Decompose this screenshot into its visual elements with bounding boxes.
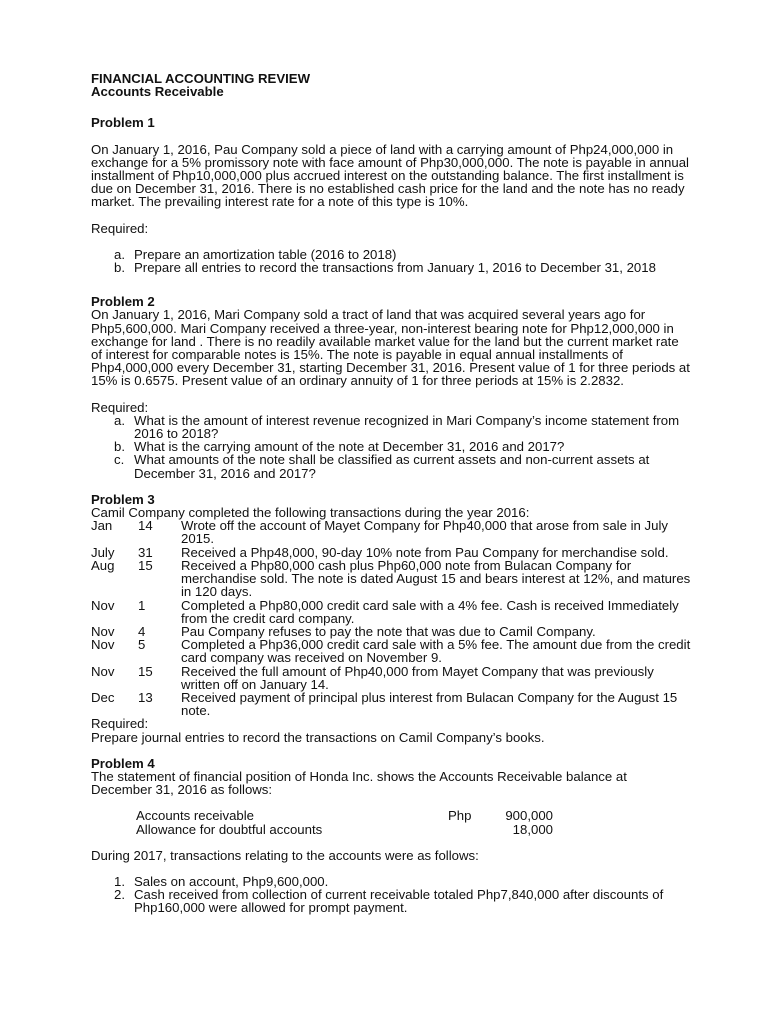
list-text: What amounts of the note shall be classified as current assets and non-current assets at December 31, 2016 and 2017? — [134, 452, 650, 481]
transaction-day: 15 — [138, 663, 153, 679]
transaction-description: Received payment of principal plus interest from Bulacan Company for the August 15 note. — [181, 689, 678, 719]
transaction-row — [91, 638, 691, 664]
transaction-day: 31 — [138, 544, 153, 560]
transaction-day: 13 — [138, 689, 153, 705]
problem3-transactions — [91, 519, 691, 717]
problem4-balances — [91, 809, 691, 835]
transaction-month: Nov — [91, 663, 115, 679]
transaction-month: July — [91, 544, 115, 560]
transaction-description: Received a Php48,000, 90-day 10% note from Pau Company for merchandise sold. — [181, 544, 669, 560]
balance-name: Allowance for doubtful accounts — [136, 821, 323, 837]
list-text: What is the amount of interest revenue recognized in Mari Company’s income statement from 2016 to 2018? — [134, 412, 680, 442]
transaction-row — [91, 691, 691, 717]
transaction-row — [91, 665, 691, 691]
list-marker: b. — [114, 260, 125, 276]
transaction-day: 14 — [138, 518, 153, 534]
document-subtitle: Accounts Receivable — [91, 84, 224, 100]
transaction-month: Aug — [91, 557, 115, 573]
balance-amount: 18,000 — [512, 821, 553, 837]
problem2-list — [91, 414, 691, 480]
document-title: FINANCIAL ACCOUNTING REVIEW — [91, 71, 311, 86]
balance-name: Accounts receivable — [136, 808, 255, 824]
transaction-day: 1 — [138, 597, 146, 613]
transaction-description: Pau Company refuses to pay the note that was due to Camil Company. — [181, 623, 596, 639]
transaction-row — [91, 559, 691, 599]
problem4-intro: The statement of financial position of Honda Inc. shows the Accounts Receivable balance at December 31, 2016 as follows: — [91, 768, 627, 798]
transaction-description: Completed a Php36,000 credit card sale with a 5% fee. The amount due from the credit card company was received on November 9. — [181, 637, 691, 666]
transaction-description: Wrote off the account of Mayet Company for Php40,000 that arose from sale in July 2015. — [181, 518, 668, 547]
problem1-list — [91, 248, 691, 274]
balance-row — [91, 823, 691, 836]
transaction-row — [91, 519, 691, 545]
list-text: Sales on account, Php9,600,000. — [134, 873, 329, 889]
list-marker: a. — [114, 246, 125, 262]
list-text: Prepare an amortization table (2016 to 2018) — [134, 246, 397, 262]
transaction-month: Dec — [91, 689, 115, 705]
balance-row — [91, 809, 691, 822]
problem2-body: On January 1, 2016, Mari Company sold a tract of land that was acquired several years ago for Php5,600,000. Mari Company received a three-year, non-interest bearing note for Php12,000,000 in exchange for land . There is no readily available market value for the land but the current market rate of interest for comparable notes is 15%. The note is payable in equal annual installments of Php4,000,000 every December 31, starting December 31, 2016. Present value of 1 for three periods at 15% is 0.6575. Present value of an ordinary annuity of 1 for three periods at 15% is 2.2832. — [91, 307, 690, 389]
transaction-month: Nov — [91, 597, 115, 613]
list-marker: b. — [114, 439, 125, 455]
balance-currency: Php — [448, 808, 472, 824]
list-text: What is the carrying amount of the note at December 31, 2016 and 2017? — [134, 439, 565, 455]
problem4-during: During 2017, transactions relating to the accounts were as follows: — [91, 847, 479, 863]
list-item — [114, 261, 691, 274]
transaction-month: Jan — [91, 518, 113, 534]
problem3-instruction: Prepare journal entries to record the transactions on Camil Company’s books. — [91, 729, 545, 745]
balance-currency — [448, 823, 493, 836]
problem2-required: Required: — [91, 399, 149, 415]
problem1-body: On January 1, 2016, Pau Company sold a piece of land with a carrying amount of Php24,000,000 in exchange for a 5% promissory note with face amount of Php30,000,000. The note is payable in annual installment of Php10,000,000 plus accrued interest on the outstanding balance. The first installment is due on December 31, 2016. There is no established cash price for the land and the note has no ready market. The prevailing interest rate for a note of this type is 10%. — [91, 141, 689, 210]
transaction-description: Completed a Php80,000 credit card sale with a 4% fee. Cash is received Immediately from the credit card company. — [181, 597, 679, 626]
list-text: Prepare all entries to record the transactions from January 1, 2016 to December 31, 2018 — [134, 260, 656, 276]
problem3-heading: Problem 3 — [91, 491, 155, 507]
problem2-heading: Problem 2 — [91, 294, 155, 310]
transaction-month: Nov — [91, 623, 115, 639]
list-item — [114, 414, 691, 440]
list-item — [114, 453, 691, 479]
list-marker: a. — [114, 412, 125, 428]
transaction-row — [91, 546, 691, 559]
problem4-list — [91, 875, 691, 915]
transaction-day: 4 — [138, 623, 146, 639]
transaction-day: 5 — [138, 637, 146, 653]
document-content — [91, 72, 691, 915]
list-marker: c. — [114, 452, 125, 468]
transaction-description: Received the full amount of Php40,000 from Mayet Company that was previously written off on January 14. — [181, 663, 654, 692]
list-item — [114, 888, 691, 914]
problem4-heading: Problem 4 — [91, 755, 155, 771]
transaction-month: Nov — [91, 637, 115, 653]
list-marker: 2. — [114, 887, 125, 903]
transaction-row — [91, 599, 691, 625]
problem3-intro: Camil Company completed the following transactions during the year 2016: — [91, 505, 530, 521]
transaction-description: Received a Php80,000 cash plus Php60,000 note from Bulacan Company for merchandise sold. The note is dated August 15 and bears interest at 12%, and matures in 120 days. — [181, 557, 691, 600]
list-text: Cash received from collection of current receivable totaled Php7,840,000 after discounts of Php160,000 were allowed for prompt payment. — [134, 887, 664, 916]
problem1-heading: Problem 1 — [91, 115, 155, 131]
transaction-day: 15 — [138, 557, 153, 573]
balance-amount: 900,000 — [505, 808, 553, 824]
problem1-required: Required: — [91, 220, 149, 236]
problem3-required: Required: — [91, 716, 149, 732]
list-marker: 1. — [114, 873, 125, 889]
